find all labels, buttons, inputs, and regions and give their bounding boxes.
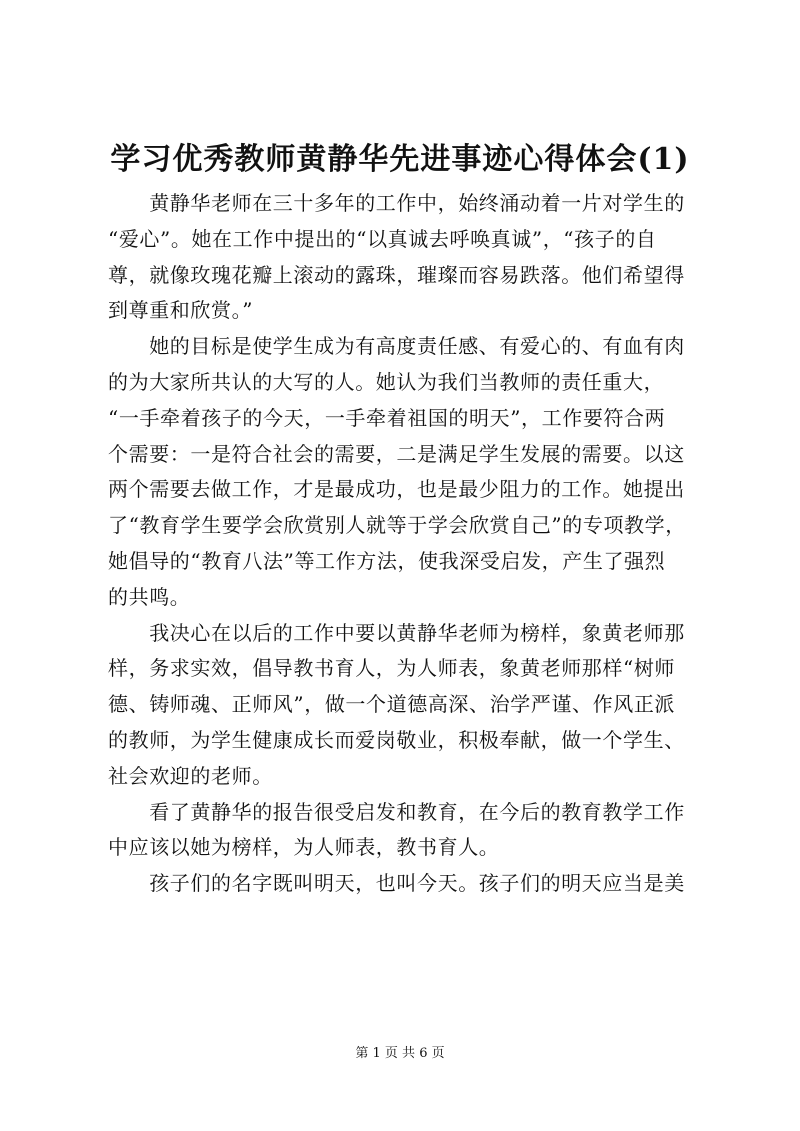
text-line: 的为大家所共认的大写的人。她认为我们当教师的责任重大， bbox=[108, 369, 665, 394]
text-line: 社会欢迎的老师。 bbox=[108, 763, 273, 788]
paragraph-4 bbox=[108, 795, 712, 867]
text-line: 尊，就像玫瑰花瓣上滚动的露珠，璀璨而容易跌落。他们希望得 bbox=[108, 262, 685, 287]
text-line: 黄静华老师在三十多年的工作中，始终涌动着一片对学生的 bbox=[108, 191, 685, 215]
text-line: 中应该以她为榜样，为人师表，教书育人。 bbox=[108, 835, 500, 860]
text-line: 她倡导的“教育八法”等工作方法，使我深受启发，产生了强烈 bbox=[108, 548, 666, 573]
text-line: 德、铸师魂、正师风”，做一个道德高深、治学严谨、作风正派 bbox=[108, 692, 676, 717]
page-footer: 第 1 页 共 6 页 bbox=[355, 1046, 445, 1061]
paragraph-2 bbox=[108, 329, 712, 615]
text-line: 的教师，为学生健康成长而爱岗敬业，积极奉献，做一个学生、 bbox=[108, 727, 685, 752]
text-line: 了“教育学生要学会欣赏别人就等于学会欣赏自己”的专项教学， bbox=[108, 513, 686, 538]
text-line: 看了黄静华的报告很受启发和教育，在今后的教育教学工作 bbox=[108, 799, 685, 824]
text-line: 样，务求实效，倡导教书育人，为人师表，象黄老师那样“树师 bbox=[108, 656, 676, 681]
text-line: 两个需要去做工作，才是最成功，也是最少阻力的工作。她提出 bbox=[108, 477, 685, 502]
paragraph-1 bbox=[108, 186, 712, 329]
text-line: “一手牵着孩子的今天，一手牵着祖国的明天”，工作要符合两 bbox=[108, 405, 666, 430]
document-title: 学习优秀教师黄静华先进事迹心得体会(1) bbox=[110, 142, 690, 177]
text-line: 的共鸣。 bbox=[108, 584, 191, 609]
text-line: 我决心在以后的工作中要以黄静华老师为榜样，象黄老师那 bbox=[108, 620, 685, 645]
paragraph-5 bbox=[108, 866, 712, 902]
text-line: 她的目标是使学生成为有高度责任感、有爱心的、有血有肉 bbox=[108, 334, 685, 359]
paragraph-3 bbox=[108, 616, 712, 795]
text-line: 个需要：一是符合社会的需要，二是满足学生发展的需要。以这 bbox=[108, 441, 685, 466]
text-line: 孩子们的名字既叫明天，也叫今天。孩子们的明天应当是美 bbox=[108, 871, 685, 896]
text-line: “爱心”。她在工作中提出的“以真诚去呼唤真诚”，“孩子的自 bbox=[108, 226, 657, 251]
text-line: 到尊重和欣赏。” bbox=[108, 298, 254, 323]
document-body bbox=[108, 186, 712, 902]
